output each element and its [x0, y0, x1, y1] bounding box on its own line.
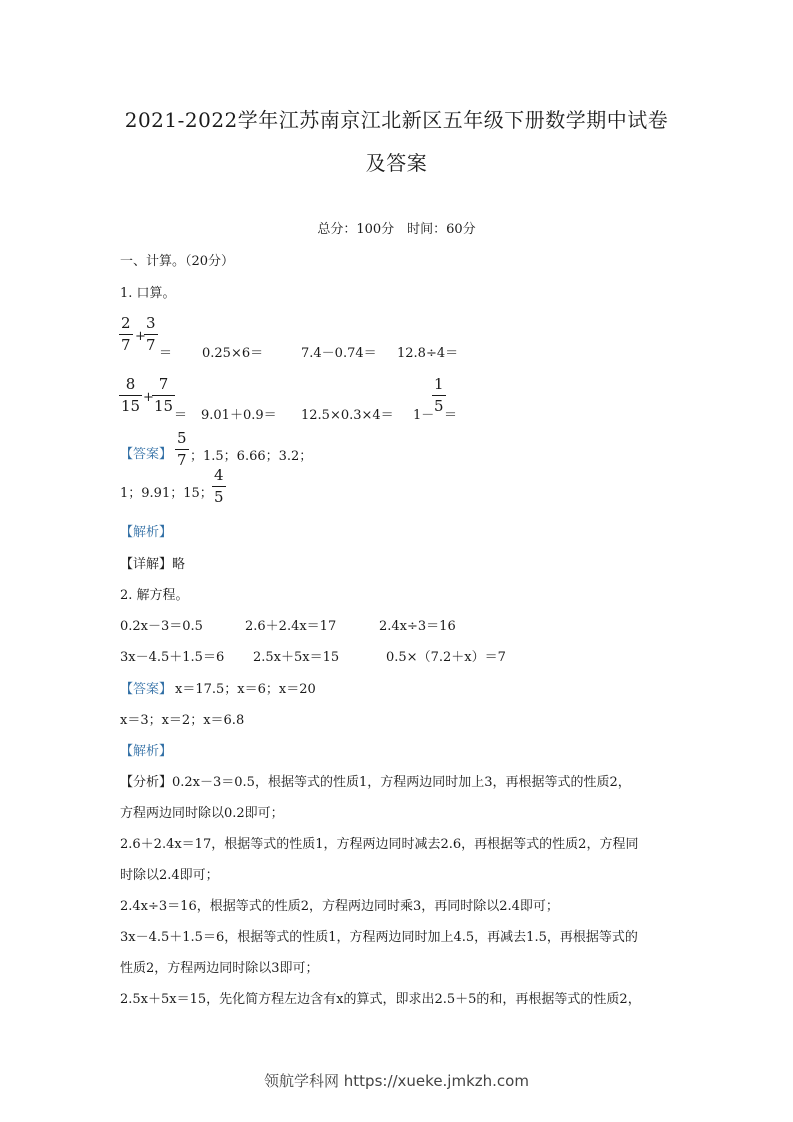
- plus-sign: +: [143, 390, 154, 405]
- detail-text: 【详解】略: [120, 557, 186, 572]
- fraction: [175, 431, 189, 468]
- numerator: 7: [158, 375, 169, 393]
- score-time: 总分：100分 时间：60分: [317, 222, 476, 237]
- equation-item: 2.4x÷3＝16: [379, 619, 456, 634]
- fraction: [119, 377, 142, 414]
- fraction: [144, 316, 158, 353]
- page-title-line1: 2021-2022学年江苏南京江北新区五年级下册数学期中试卷: [124, 108, 669, 132]
- analysis-label: 【解析】: [120, 744, 173, 759]
- plus-sign: +: [135, 329, 146, 344]
- oral-calc-item-prefix: 1－: [413, 408, 435, 423]
- oral-calc-item: 0.25×6＝: [202, 346, 264, 361]
- equals-sign: ＝: [444, 408, 458, 423]
- question-1-label: 1. 口算。: [120, 286, 176, 301]
- analysis-line: 时除以2.4即可；: [120, 868, 219, 883]
- answer-label: 【答案】: [120, 682, 173, 697]
- denominator: 7: [121, 336, 131, 354]
- answer-text: x＝17.5；x＝6；x＝20: [175, 682, 316, 697]
- equals-sign: ＝: [174, 408, 188, 423]
- analysis-line: 2.4x÷3＝16，根据等式的性质2，方程两边同时乘3，再同时除以2.4即可；: [120, 899, 559, 914]
- analysis-line: 【分析】0.2x－3＝0.5，根据等式的性质1，方程两边同时加上3，再根据等式的性质2，: [120, 775, 631, 790]
- question-2-label: 2. 解方程。: [120, 588, 189, 603]
- denominator: 7: [177, 451, 187, 469]
- numerator: 2: [121, 314, 131, 332]
- denominator: 5: [434, 397, 444, 415]
- answer-label: 【答案】: [120, 447, 173, 462]
- equation-item: 0.2x－3＝0.5: [120, 619, 203, 634]
- answer-text: x＝3；x＝2；x＝6.8: [120, 713, 245, 728]
- equation-item: 0.5×（7.2＋x）＝7: [386, 650, 506, 665]
- oral-calc-item: 12.5×0.3×4＝: [301, 408, 394, 423]
- fraction: [152, 377, 175, 414]
- analysis-line: 方程两边同时除以0.2即可；: [120, 806, 284, 821]
- numerator: 3: [146, 314, 156, 332]
- fraction: [119, 316, 133, 353]
- denominator: 7: [146, 336, 156, 354]
- denominator: 5: [214, 488, 224, 506]
- analysis-label: 【解析】: [120, 525, 173, 540]
- denominator: 15: [121, 397, 141, 415]
- analysis-line: 性质2，方程两边同时除以3即可；: [120, 961, 319, 976]
- oral-calc-item: 12.8÷4＝: [397, 346, 459, 361]
- answer-text: ；1.5；6.66；3.2；: [190, 449, 313, 464]
- analysis-line: 3x－4.5＋1.5＝6，根据等式的性质1，方程两边同时加上4.5，再减去1.5，再根据等式的: [120, 930, 638, 945]
- numerator: 5: [177, 429, 187, 447]
- fraction: [212, 468, 226, 505]
- footer-watermark: 领航学科网 https://xueke.jmkzh.com: [264, 1072, 529, 1090]
- equation-item: 2.5x＋5x＝15: [253, 650, 340, 665]
- oral-calc-item: 9.01＋0.9＝: [201, 408, 277, 423]
- numerator: 8: [125, 375, 136, 393]
- section-heading-calc: 一、计算。（20分）: [120, 254, 235, 269]
- denominator: 15: [154, 397, 174, 415]
- analysis-line: 2.6＋2.4x＝17，根据等式的性质1，方程两边同时减去2.6，再根据等式的性质2，方程同: [120, 837, 639, 852]
- oral-calc-item: 7.4－0.74＝: [301, 346, 377, 361]
- equation-item: 2.6＋2.4x＝17: [245, 619, 337, 634]
- numerator: 4: [214, 466, 224, 484]
- answer-text: 1；9.91；15；: [120, 486, 213, 501]
- equation-item: 3x－4.5＋1.5＝6: [120, 650, 225, 665]
- analysis-line: 2.5x＋5x＝15，先化简方程左边含有x的算式，即求出2.5＋5的和，再根据等式的性质2，: [120, 992, 641, 1007]
- numerator: 1: [434, 375, 444, 393]
- page-title-line2: 及答案: [365, 151, 428, 175]
- equals-sign: ＝: [159, 346, 173, 361]
